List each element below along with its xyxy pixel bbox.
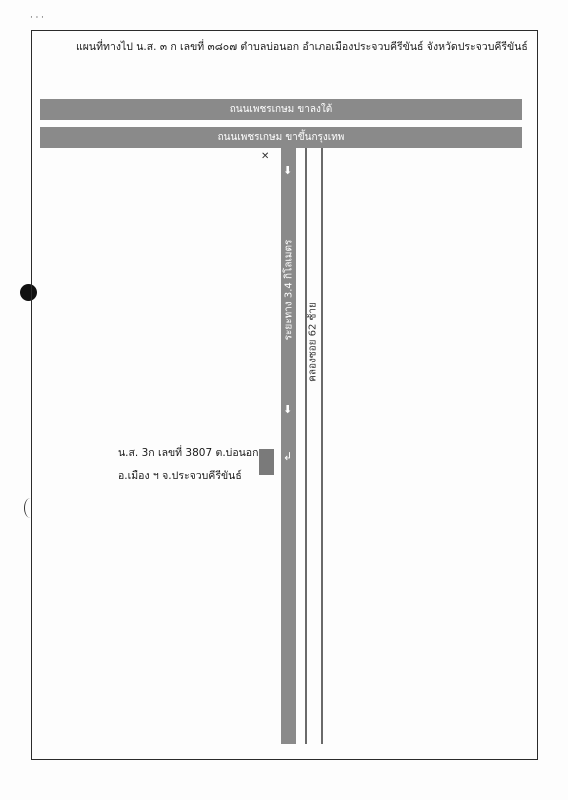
scan-specks: · ⸱ · [30,13,44,23]
access-road [281,148,296,744]
parcel-label-line1: น.ส. 3ก เลขที่ 3807 ต.บ่อนอก [118,447,259,459]
canal-bank-left [305,148,307,744]
road-south-label: ถนนเพชรเกษม ขาลงใต้ [229,104,333,115]
canal-label: คลองซอย 62 ซ้าย [307,302,319,382]
canal-bank-right [321,148,323,744]
land-parcel [259,449,274,475]
road-north-label: ถนนเพชรเกษม ขาขึ้นกรุงเทพ [217,132,345,143]
u-turn-arrow-icon: ↲ [283,450,293,463]
cross-mark-icon: ✕ [261,151,270,162]
down-arrow-icon: ⬇ [283,164,293,177]
parcel-label [118,442,258,488]
road-phetkasem-southbound [40,99,522,120]
parcel-label-line2: อ.เมือง ฯ จ.ประจวบคีรีขันธ์ [118,470,242,482]
road-phetkasem-northbound [40,127,522,148]
distance-label: ระยะทาง 3.4 กิโลเมตร [283,239,295,341]
map-title: แผนที่ทางไป น.ส. ๓ ก เลขที่ ๓๘๐๗ ตำบลบ่อนอก อำเภอเมืองประจวบคีรีขันธ์ จังหวัดประจวบคีรีขันธ์ [76,41,528,53]
down-arrow-icon: ⬇ [283,403,293,416]
